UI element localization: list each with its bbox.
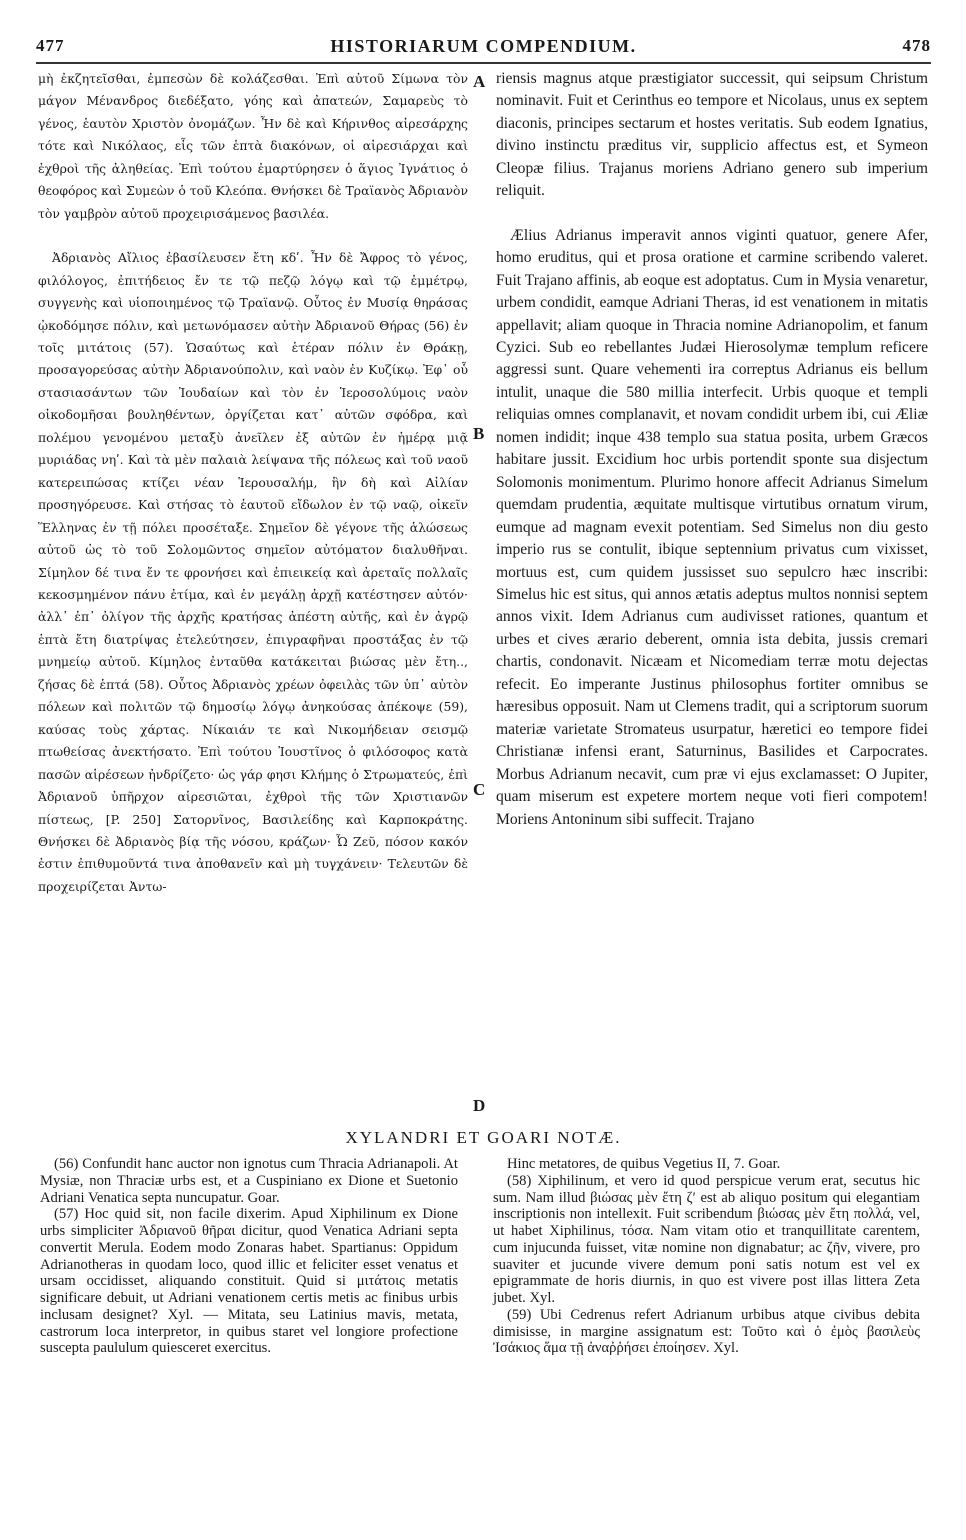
running-title: HISTORIARUM COMPENDIUM. [330,36,637,56]
paragraph-gap [496,203,928,225]
note-paragraph: (58) Xiphilinum, et vero id quod perspicue verum erat, secutus hic sum. Nam illud βιώσας μὲν ἔτη ζʹ est ab aliquo positum qui elegantiam inscriptionis non intellexit. Fuit scribendum βιώσας μὲν ἔτη πολλά, vel, ut habet Xiphilinus, τόσα. Nam vitam otio et tranquillitate carentem, cum injucunda fuisset, vitæ nomine non dignabatur; ac ζῆν, vivere, pro suaviter et jucunde vivere demum poni satis notum est vel ex epigrammate de horis diurnis, in quo est vivere post illas littera Zeta jubet. Xyl. [493,1172,920,1306]
page-number-left: 477 [36,36,65,55]
header-rule [36,62,931,64]
latin-paragraph: Ælius Adrianus imperavit annos viginti quatuor, genere Afer, homo eruditus, qui et prosa oratione et carmine scribendo valeret. Fuit Trajano affinis, ab eoque est adoptatus. Cum in Mysia venaretur, urbem condidit, eamque Adriani Theras, id est venationem in mitatis appellavit; aliam quoque in Thracia nomine Adrianopolim, et fanum Cyzici. Sub eo rebellantes Judæi Hierosolymæ templum reficere aggressi sunt. Quare vehementi ira correptus Adrianus eis bellum intulit, unaque die 580 millia interfecit. Urbis quoque et templi reliquias omnes complanavit, et novam condidit urbem ibi, cui Æliæ nomen indidit; inque 438 templo sua statua posita, urbem Græcos habitare jussit. Excidium hoc urbis portendit sponte sua disjectum Solomonis monimentum. Plurimo honore affecit Adrianus Simelum quemdam prudentia, æquitate multisque virtutibus ornatum virum, eumque ad magnam evexit potentiam. Sed Simelus non diu gesto imperio rus se contulit, ibique septennium privatus cum vixisset, mortuus est, cum quidem jussisset suo sepulcro hæc inscribi: Simelus hic est situs, qui annos ætatis adeptus multos nonnisi septem annos vixit. Idem Adrianus cum audivisset rationes, quantum et urbes et cives ærario deberent, omnia ista debita, jussis cremari chartis, condonavit. Nicæam et Nicomediam terræ motu dejectas refecit. Eo imperante Justinus philosophus fortiter omnibus se hæresibus opposuit. Nam ut Clemens tradit, qui a scriptorum suorum materiæ varietate Stromateus usurpatur, hæretici eo tempore fidei Christianæ infensi erant, Saturninus, Basilides et Carpocrates. Morbus Adrianum necavit, cum præ vi ejus exclamasset: O Jupiter, quam miserum est expetere mortem neque voti fieri compotem! Moriens Antoninum sibi suffecit. Trajano [496,226,928,828]
note-paragraph: (59) Ubi Cedrenus refert Adrianum urbibus atque civibus debita dimisisse, in margine assignatum est: Τοῦτο καὶ ὁ ἐμὸς βασιλεὺς Ἰσάκιος ἅμα τῇ ἀναῤῥήσει ἐποίησεν. Xyl. [493,1306,920,1357]
page-number-right: 478 [902,36,931,55]
note-paragraph: (56) Confundit hanc auctor non ignotus cum Thracia Adrianapoli. At Mysiæ, non Thraciæ urbs est, et a Cuspiniano ex Dione et Suetonio Adriani Venatica septa nuncupatur. Goar. [40,1156,458,1206]
greek-paragraph: μὴ ἐκζητεῖσθαι, ἐμπεσὼν δὲ κολάζεσθαι. Ἐπὶ αὐτοῦ Σίμωνα τὸν μάγον Μένανδρος διεδέξατο, γόης καὶ ἀπατεών, Σαμαρεὺς τὸ γένος, ἑαυτὸν Χριστὸν ὀνομάζων. Ἦν δὲ καὶ Κήρινθος αἱρεσάρχης τότε καὶ Νικόλαος, εἷς τῶν ἑπτὰ διακόνων, οἱ αἱρεσιάρχαι καὶ ἐχθροὶ τῆς ἀληθείας. Ἐπὶ τούτου ἐμαρτύρησεν ὁ ἅγιος Ἰγνάτιος ὁ θεοφόρος καὶ Συμεὼν ὁ τοῦ Κλεόπα. Θνήσκει δὲ Τραϊανὸς Ἀδριανὸν τὸν γαμβρὸν αὐτοῦ προχειρισάμενος βασιλέα. [38,71,468,221]
notes-left-column [40,1156,458,1357]
greek-text-column [38,68,468,898]
margin-marker-c: C [473,780,486,799]
margin-marker-d: D [473,1096,486,1115]
notes-right-column [493,1156,920,1357]
margin-marker-a: A [473,72,486,91]
latin-paragraph: riensis magnus atque præstigiator successit, qui seipsum Christum nominavit. Fuit et Cerinthus eo tempore et Nicolaus, unus ex septem diaconis, principes sectarum et hostes veritatis. Sub eodem Ignatius, divino instinctu præditus vir, supplicio affectus est, et Symeon Cleopæ filius. Trajanus moriens Adriano genero sub imperium reliquit. [496,70,928,200]
note-paragraph: Hinc metatores, de quibus Vegetius II, 7. Goar. [507,1156,781,1172]
page-header [36,36,931,60]
latin-text-column [496,68,928,831]
paragraph-gap [38,225,468,247]
notes-title: XYLANDRI ET GOARI NOTÆ. [345,1128,622,1147]
greek-paragraph: Ἀδριανὸς Αἴλιος ἐβασίλευσεν ἔτη κδʹ. Ἦν δὲ Ἄφρος τὸ γένος, φιλόλογος, ἐπιτήδειος ἔν τε τῷ πεζῷ λόγῳ καὶ τῷ ἐμμέτρῳ, συγγενὴς καὶ υἱοποιημένος τῷ Τραϊανῷ. Οὗτος ἐν Μυσίᾳ θηράσας ᾠκοδόμησε πόλιν, καὶ μετωνόμασεν αὐτὴν Ἀδριανοῦ Θήρας (56) ἐν τοῖς μιτάτοις (57). Ὡσαύτως καὶ ἑτέραν πόλιν ἐν Θράκῃ, προσαγορεύσας αὐτὴν Ἀδριανούπολιν, καὶ ναὸν ἐν Κυζίκῳ. Ἐφ᾽ οὗ στασιασάντων τῶν Ἰουδαίων καὶ τὸν ἐν Ἱεροσολύμοις ναὸν οἰκοδομῆσαι βουληθέντων, ὀργίζεται κατ᾽ αὐτῶν σφόδρα, καὶ πολέμου γενομένου μεταξὺ ἀνεῖλεν ἐξ αὐτῶν ἐν ἡμέρᾳ μιᾷ μυριάδας νηʹ. Καὶ τὰ μὲν παλαιὰ λείψανα τῆς πόλεως καὶ τοῦ ναοῦ κατερειπώσας κτίζει νέαν Ἱερουσαλήμ, ἣν δὴ καὶ Αἰλίαν προσηγόρευσε. Καὶ στήσας τὸ ἑαυτοῦ εἴδωλον ἐν τῷ ναῷ, οἰκεῖν Ἕλληνας ἐν τῇ πόλει προσέταξε. Σημεῖον δὲ γέγονε τῆς ἁλώσεως αὐτοῦ ὡς τὸ τοῦ Σολομῶντος σημεῖον αὐτόματον διαλυθῆναι. Σίμηλον δέ τινα ἔν τε φρονήσει καὶ ἐπιεικείᾳ καὶ ἀρεταῖς πολλαῖς κεκοσμημένον πάνυ ἐτίμα, καὶ ἐν μεγάλῃ ἀρχῇ κατέστησεν αὐτόν· ἀλλ᾽ ἐπ᾽ ὀλίγον τῆς ἀρχῆς κρατήσας ἀπέστη αὐτῆς, καὶ ἐν ἀγρῷ ἑπτὰ ἔτη διατρίψας ἐτελεύτησεν, ἐπιγραφῆναι προστάξας ἐν τῷ μνημείῳ αὐτοῦ. Κίμηλος ἐνταῦθα κατάκειται βιώσας μὲν ἔτη.., ζήσας δὲ ἑπτά (58). Οὗτος Ἀδριανὸς χρέων ὀφειλὰς τῶν ὑπ᾽ αὐτὸν πόλεων καὶ πολιτῶν τῷ δημοσίῳ λόγῳ ἀνηκούσας ἀπέκοψε (59), καύσας τοὺς χάρτας. Νίκαιάν τε καὶ Νικομήδειαν σεισμῷ πτωθείσας ἀνεκτήσατο. Ἐπὶ τούτου Ἰουστῖνος ὁ φιλόσοφος κατὰ πασῶν αἱρέσεων ἠνδρίζετο· ὡς γάρ φησι Κλήμης ὁ Στρωματεύς, ἐπὶ Ἀδριανοῦ ὑπῆρχον αἱρεσιῶται, ἐχθροὶ τῆς τῶν Χριστιανῶν πίστεως, [P. 250] Σατορνῖνος, Βασιλείδης καὶ Καρποκράτης. Θνήσκει δὲ Ἀδριανὸς βίᾳ τῆς νόσου, κράζων· Ὦ Ζεῦ, πόσον κακόν ἐστιν ἐπιθυμοῦντά τινα ἀποθανεῖν καὶ μὴ τυγχάνειν· Τελευτῶν δὲ προχειρίζεται Ἀντω- [38,250,468,894]
margin-marker-b: B [473,424,485,443]
note-paragraph: (57) Hoc quid sit, non facile dixerim. Apud Xiphilinum ex Dione urbs simpliciter Ἀδριανοῦ θῆραι dicitur, quod Venatica Adriani septa convertit Merula. Eodem modo Zonaras habet. Spartianus: Oppidum Adrianotheras in quodam loco, quod illic et feliciter esset venatus et ursam occidisset, aliquando constituit. Quid si μιτάτοις metatis significare debuit, ut Adriani venationem certis metis ac finibus urbis inclusam designet? Xyl. — Mitata, seu Latinius mavis, metata, castrorum loca interpretor, in quibus staret vel longiore profectione suscepta paululum quiesceret exercitus. [40,1206,458,1357]
